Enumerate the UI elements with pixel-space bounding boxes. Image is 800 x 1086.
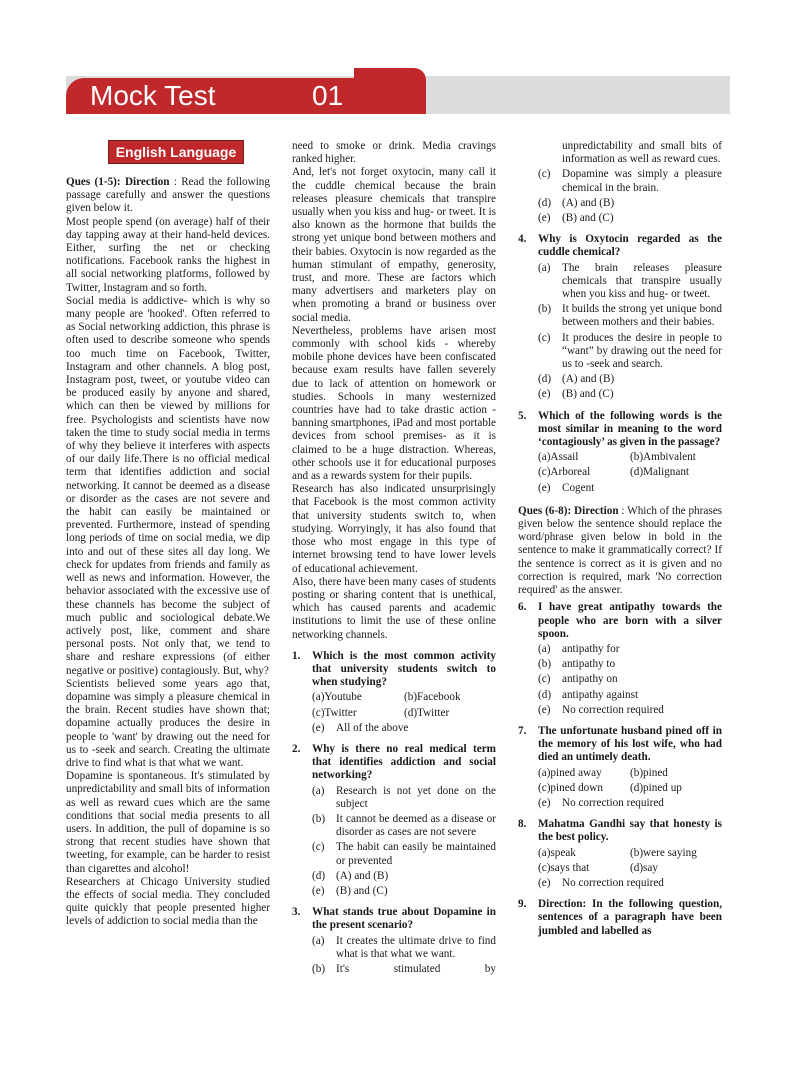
option-text-continued: unpredictability and small bits of information as well as reward cues.: [562, 140, 722, 166]
option-letter: (e): [538, 703, 551, 716]
passage-paragraph: Most people spend (on average) half of their day tapping away at their hand-held devices. Either, surfing the net or checking notifications. Facebook ranks the highest in all social networking platforms, followed by Twitter, Instagram and so forth.: [66, 215, 270, 294]
column-1: [66, 140, 270, 929]
direction-text: : Which of the phrases given below the sentence should replace the word/phrase given below in bold in the sentence to make it grammatically correct? If the sentence is correct as it is given and no correction is required, mark 'No correction required' as the answer.: [518, 504, 723, 597]
option-letter: (e): [538, 876, 551, 889]
direction-1-5: [66, 176, 270, 216]
option-text: Assail: [550, 451, 579, 464]
option-letter: (a): [538, 846, 551, 859]
question-text: Direction: In the following question, sentences of a paragraph have been jumbled and labelled as: [538, 898, 722, 937]
question-text: Which of the following words is the most similar in meaning to the word ‘contagiously’ as given in the passage?: [538, 409, 722, 449]
column-2: [292, 140, 496, 976]
option-letter: (b): [630, 846, 644, 859]
question-6: [518, 601, 722, 717]
option-letter: (e): [538, 388, 551, 401]
option-letter: (a): [538, 766, 551, 779]
passage-paragraph: Social media is addictive- which is why so many people are 'hooked'. Often referred to as Social networking addiction, this phrase is often used to describe someone who spends too much time on Facebook, Twitter, Instagram and other channels. A blog post, Instagram post, tweet, or youtube video can be produced easily by anyone and shared, which can then be viewed by millions for free. Psychologists and scientists have now taken the time to study social media in terms of why they believe it interferes with aspects of our daily life.There is no official medical term that identifies addiction and social networking. It cannot be deemed as a disease or disorder as the cases are not severe and the habit can easily be maintained or prevented. Furthermore, instead of spending long periods of time on social media, we dip into and out of these sites all day long. We check for updates from friends and family as well as news and information. However, the behavior associated with the excessive use of these channels has become the subject of much public and sociological debate.We actively post, like, comment and share personal posts. Not only that, we tend to share and reshare expressions (of either negative or positive) contagiously. But, why?: [66, 294, 270, 677]
header-banner: [66, 68, 730, 116]
option-text: pined away: [550, 766, 602, 779]
option-text: pined up: [643, 781, 682, 794]
passage-paragraph: Dopamine is spontaneous. It's stimulated by unpredictability and small bits of information as well as reward cues which are the same conditions that social media presents to all users. In addition, the pull of dopamine is so strong that recent studies have shown that tweeting, for example, can be harder to resist than cigarettes and alcohol!: [66, 770, 270, 875]
option-text: No correction required: [562, 876, 664, 889]
option-letter: (a): [312, 934, 325, 947]
option-text: The brain releases pleasure chemicals that transpire usually when you kiss and hug- or tweet.: [562, 261, 722, 301]
option-letter: (a): [312, 691, 325, 704]
option-letter: (a): [538, 261, 551, 274]
option-text: Cogent: [562, 481, 595, 494]
question-number: 4.: [518, 233, 527, 246]
option-letter: (a): [538, 642, 551, 655]
option-text: (A) and (B): [562, 373, 615, 386]
option-letter: (d): [630, 861, 644, 874]
option-letter: (b): [630, 451, 644, 464]
question-text: What stands true about Dopamine in the present scenario?: [312, 906, 496, 932]
option-text: speak: [550, 846, 576, 859]
passage-paragraph: And, let's not forget oxytocin, many call it the cuddle chemical because the brain releases pleasure chemicals that transpire usually when you kiss and hug- or tweet. It is also known as the hormone that builds the strong yet unique bond between mothers and their babies. Oxytocin is now regarded as the human stimulant of empathy, generosity, trust, and more. These are factors which many advertisers and marketers play on when promoting a brand or business over social media.: [292, 166, 496, 324]
option-text: say: [643, 861, 658, 874]
option-letter: (d): [404, 706, 418, 719]
option-letter: (e): [538, 481, 551, 494]
question-number: 5.: [518, 409, 527, 422]
option-letter: (b): [312, 812, 326, 825]
passage-paragraph: Scientists believed some years ago that, dopamine was simply a pleasure chemical in the brain. Recent studies have shown that; dopamine actually produces the desire in people to 'want' by drawing out the need for us to -seek and search. Creating the ultimate drive to find what is that what we want.: [66, 677, 270, 769]
option-text: (A) and (B): [562, 196, 615, 209]
direction-label: Ques (1-5):: [66, 176, 121, 188]
option-text: Youtube: [324, 691, 362, 704]
question-number: 1.: [292, 649, 301, 662]
option-letter: (e): [538, 796, 551, 809]
option-letter: (d): [630, 466, 644, 479]
option-text: were saying: [643, 846, 697, 859]
direction-word: Direction: [124, 176, 170, 188]
question-1: [292, 650, 496, 735]
option-text: antipathy against: [562, 688, 639, 701]
option-letter: (c): [312, 841, 325, 854]
question-7: [518, 725, 722, 810]
question-number: 8.: [518, 818, 527, 831]
option-letter: (b): [312, 962, 326, 975]
option-text: pined: [643, 766, 668, 779]
question-number: 7.: [518, 724, 527, 737]
option-text: Arboreal: [550, 466, 591, 479]
question-text: The unfortunate husband pined off in the memory of his lost wife, who had died an untimely death.: [538, 724, 722, 764]
option-letter: (d): [630, 781, 644, 794]
question-text: Why is Oxytocin regarded as the cuddle chemical?: [538, 233, 722, 259]
option-text: Malignant: [643, 466, 690, 479]
passage-paragraph: Nevertheless, problems have arisen most commonly with school kids - whereby mobile phone devices have been confiscated because exam results have fallen severely due to lack of attention on homework or studies. Schools in many westernized countries have had to take drastic action - banning smartphones, iPad and most portable devices from school premises- as it is claimed to be a huge distraction. Whereas, other schools use it for educational purposes and as a rewards system for their pupils.: [292, 324, 496, 483]
option-letter: (c): [538, 781, 551, 794]
option-letter: (e): [538, 212, 551, 225]
option-letter: (c): [538, 673, 551, 686]
option-letter: (d): [538, 373, 552, 386]
option-text: All of the above: [336, 721, 409, 734]
direction-6-8: [518, 505, 722, 597]
option-letter: (e): [312, 884, 325, 897]
option-text: (B) and (C): [562, 212, 614, 225]
option-letter: (d): [312, 869, 326, 882]
option-text: antipathy on: [562, 673, 618, 686]
option-text: (B) and (C): [562, 388, 614, 401]
option-text: (B) and (C): [336, 884, 388, 897]
option-text: Twitter: [417, 706, 450, 719]
option-text: pined down: [550, 781, 603, 794]
option-text: No correction required: [562, 796, 664, 809]
option-letter: (b): [538, 303, 552, 316]
direction-label: Ques (6-8):: [518, 504, 572, 517]
option-text: Facebook: [417, 691, 461, 704]
option-text: Research is not yet done on the subject: [336, 784, 496, 810]
direction-text: : Read the following passage carefully and answer the questions given below it.: [66, 176, 270, 215]
column-3: [518, 140, 722, 938]
option-letter: (c): [538, 168, 551, 181]
question-8: [518, 818, 722, 890]
option-letter: (c): [538, 861, 551, 874]
passage-paragraph: Also, there have been many cases of students posting or sharing content that is unethical, which has caused parents and academic institutions to limit the use of these online networking channels.: [292, 575, 496, 641]
question-4: [518, 233, 722, 401]
option-text: Ambivalent: [643, 451, 696, 464]
question-text: Mahatma Gandhi say that honesty is the best policy.: [538, 818, 722, 844]
question-number: 2.: [292, 742, 301, 755]
question-5: [518, 410, 722, 495]
question-3: [292, 906, 496, 976]
option-letter: (a): [312, 784, 325, 797]
page-title: Mock Test: [90, 80, 216, 111]
option-text: It's stimulated by: [336, 962, 496, 975]
test-number: 01: [312, 80, 344, 111]
option-text: Dopamine was simply a pleasure chemical in the brain.: [562, 168, 722, 194]
question-number: 3.: [292, 906, 301, 919]
option-letter: (a): [538, 451, 551, 464]
option-text: antipathy to: [562, 658, 616, 671]
section-title: English Language: [108, 140, 244, 164]
option-text: It produces the desire in people to “want” by drawing out the need for us to -seek and search.: [562, 331, 722, 371]
option-letter: (b): [538, 658, 552, 671]
question-text: Which is the most common activity that university students switch to when studying?: [312, 649, 496, 689]
question-2: [292, 743, 496, 898]
option-letter: (d): [538, 688, 552, 701]
option-text: says that: [550, 861, 590, 874]
passage-paragraph: Research has also indicated unsurprisingly that Facebook is the most common activity that university students switch to, when studying. Worryingly, it has also found that those who most engage in this type of internet browsing tend to have lower levels of educational achievement.: [292, 483, 496, 575]
question-number: 9.: [518, 898, 527, 911]
option-text: It builds the strong yet unique bond between mothers and their babies.: [562, 303, 722, 329]
option-text: antipathy for: [562, 642, 620, 655]
passage-paragraph: Researchers at Chicago University studied the effects of social media. They concluded quite quickly that people presented higher levels of addiction to social media than the: [66, 875, 270, 928]
option-letter: (b): [404, 691, 418, 704]
passage-paragraph: need to smoke or drink. Media cravings ranked higher.: [292, 140, 496, 166]
option-text: The habit can easily be maintained or prevented: [336, 841, 496, 867]
option-text: It creates the ultimate drive to find what is that what we want.: [336, 934, 496, 960]
option-text: It cannot be deemed as a disease or disorder as cases are not severe: [336, 812, 496, 839]
option-letter: (c): [538, 466, 551, 479]
option-letter: (c): [538, 331, 551, 344]
option-letter: (c): [312, 706, 325, 719]
question-text: I have great antipathy towards the people who are born with a silver spoon.: [538, 601, 722, 640]
banner-number-tab: [354, 68, 426, 114]
option-letter: (b): [630, 766, 644, 779]
option-letter: (d): [538, 196, 552, 209]
question-9: [518, 898, 722, 938]
option-text: No correction required: [562, 703, 664, 716]
question-number: 6.: [518, 601, 527, 614]
option-text: (A) and (B): [336, 869, 389, 882]
option-letter: (e): [312, 721, 325, 734]
direction-word: Direction: [574, 504, 619, 517]
option-text: Twitter: [324, 706, 357, 719]
question-text: Why is there no real medical term that identifies addiction and social networking?: [312, 742, 496, 782]
